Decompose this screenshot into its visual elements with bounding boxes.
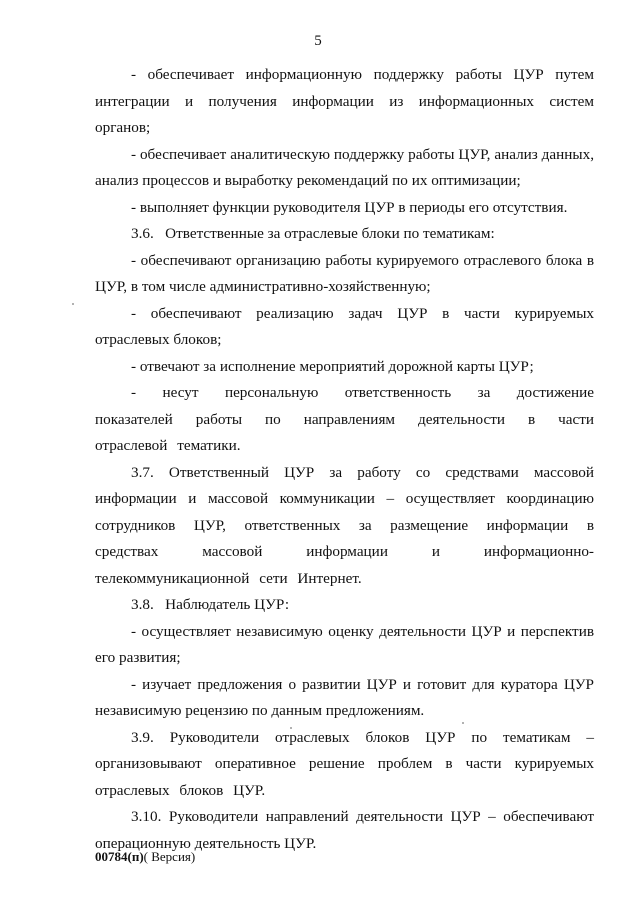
scan-speck [290,727,292,729]
paragraph-5: - обеспечивают организацию работы курируемого отраслевого блока в ЦУР, в том числе административно-хозяйственную; [95,251,594,295]
paragraph-3-9: 3.9. Руководители отраслевых блоков ЦУР по тематикам – организовывают оперативное решение проблем в части курируемых отраслевых блоков ЦУР. [95,728,594,799]
paragraph-3-6-heading: 3.6. Ответственные за отраслевые блоки по тематикам: [131,225,495,242]
document-code: 00784(п) [95,849,144,864]
paragraph-11: - осуществляет независимую оценку деятельности ЦУР и перспектив его развития; [95,622,594,666]
scan-speck [462,722,464,724]
paragraph-12: - изучает предложения о развитии ЦУР и готовит для куратора ЦУР независимую рецензию по данным предложениям. [95,675,594,719]
paragraph-6: - обеспечивают реализацию задач ЦУР в части курируемых отраслевых блоков; [95,304,594,348]
paragraph-3-8-heading: 3.8. Наблюдатель ЦУР: [131,596,290,613]
paragraph-3-7: 3.7. Ответственный ЦУР за работу со средствами массовой информации и массовой коммуникации – осуществляет координацию сотрудников ЦУР, ответственных за размещение информации в средствах массовой информации и информационно-телекоммуникационной сети Интернет. [95,463,594,587]
paragraph-3-10: 3.10. Руководители направлений деятельности ЦУР – обеспечивают операционную деятельность ЦУР. [95,808,594,852]
page-number: 5 [314,33,322,49]
paragraph-7: - отвечают за исполнение мероприятий дорожной карты ЦУР; [131,357,534,375]
paragraph-2: - обеспечивает аналитическую поддержку работы ЦУР, анализ данных, анализ процессов и выработку рекомендаций по их оптимизации; [95,145,594,189]
document-footer [95,849,195,865]
document-body [95,62,594,857]
paragraph-1: - обеспечивает информационную поддержку работы ЦУР путем интеграции и получения информации из информационных систем органов; [95,66,594,136]
paragraph-8: - несут персональную ответственность за достижение показателей работы по направлениям деятельности в части отраслевой тематики. [95,384,594,454]
paragraph-3: - выполняет функции руководителя ЦУР в периоды его отсутствия. [131,198,568,216]
document-version: ( Версия) [143,849,196,864]
scan-speck [72,303,74,305]
